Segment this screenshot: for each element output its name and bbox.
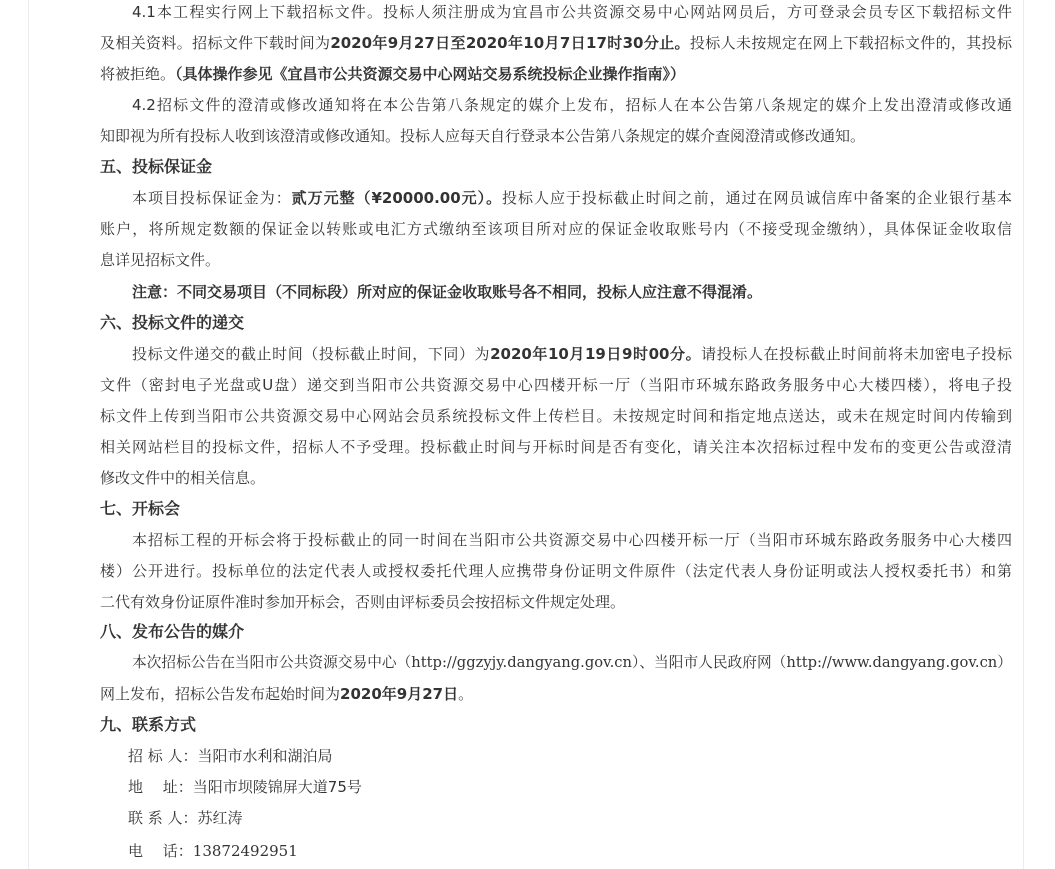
text: 知即视为所有投标人收到该澄清或修改通知。投标人应每天自行登录本公告第八条规定的媒介查阅澄清或修改通知。	[100, 127, 866, 145]
section-7-heading: 七、开标会	[100, 499, 181, 518]
text: 本招标工程的开标会将于投标截止的同一时间在当阳市公共资源交易中心四楼开标一厅（当阳市环城东路政务服务中心大楼四	[132, 531, 1012, 549]
text: 文件（密封电子光盘或U盘）递交到当阳市公共资源交易中心四楼开标一厅（当阳市环城东路政务服务中心大楼四楼），将电子投	[100, 376, 1012, 394]
contact-value: 当阳市坝陵锦屏大道75号	[192, 778, 362, 796]
text: 4.2招标文件的澄清或修改通知将在本公告第八条规定的媒介上发布，招标人在本公告第八条规定的媒介上发出澄清或修改通	[132, 96, 1012, 114]
trading-center-url: http://ggzyjy.dangyang.gov.cn	[411, 654, 632, 671]
para-6-line-1	[132, 339, 1012, 369]
text: 楼）公开进行。投标单位的法定代表人或授权委托代理人应携带身份证明文件原件（法定代表人身份证明或法人授权委托书）和第	[100, 562, 1012, 580]
text: 。	[458, 685, 474, 703]
publish-date: 2020年9月27日	[340, 685, 459, 703]
para-8-line-2	[100, 679, 473, 709]
para-4-1-line-3	[100, 59, 685, 89]
deposit-warning-note: 注意：不同交易项目（不同标段）所对应的保证金收取账号各不相同，投标人应注意不得混淆。	[132, 283, 763, 301]
section-9-heading: 九、联系方式	[100, 715, 197, 734]
section-6-heading: 六、投标文件的递交	[100, 313, 245, 332]
para-8-line-1	[132, 648, 1012, 678]
para-5-line-2	[100, 214, 1012, 244]
contact-address	[128, 772, 362, 802]
contact-label: 联 系 人：	[128, 809, 198, 827]
para-6-line-5	[100, 463, 265, 493]
text: 息详见招标文件。	[100, 251, 221, 269]
contact-value: 苏红涛	[197, 809, 243, 827]
text: 请投标人在投标截止时间前将未加密电子投标	[701, 345, 1012, 363]
text: 及相关资料。招标文件下载时间为	[100, 34, 331, 52]
text: 账户，将所规定数额的保证金以转账或电汇方式缴纳至该项目所对应的保证金收取账号内（不接受现金缴纳），具体保证金收取信	[100, 220, 1012, 238]
text: 投标人未按规定在网上下载招标文件的，其投标	[689, 34, 1012, 52]
para-4-2-line-1	[132, 90, 1012, 120]
text: ）	[997, 654, 1012, 671]
para-6-line-4	[100, 432, 1012, 462]
text: 投标人应于投标截止时间之前，通过在网员诚信库中备案的企业银行基本	[502, 189, 1012, 207]
text: 将被拒绝。	[100, 65, 176, 83]
section-5-heading: 五、投标保证金	[100, 157, 213, 176]
text: 修改文件中的相关信息。	[100, 469, 266, 487]
contact-label: 招 标 人：	[128, 747, 198, 765]
para-4-1-line-2	[100, 28, 1012, 58]
document-page	[28, 0, 1024, 869]
para-6-line-3	[100, 401, 1012, 431]
text: 相关网站栏目的投标文件，招标人不予受理。投标截止时间与开标时间是否有变化，请关注本次招标过程中发布的变更公告或澄清	[100, 438, 1012, 456]
contact-value: 当阳市水利和湖泊局	[197, 747, 333, 765]
para-6-line-2	[100, 370, 1012, 400]
text: 本项目投标保证金为：	[132, 189, 292, 207]
text: 本次招标公告在当阳市公共资源交易中心（	[132, 654, 412, 671]
para-7-line-2	[100, 556, 1012, 586]
download-period: 2020年9月27日至2020年10月7日17时30分止。	[330, 34, 690, 52]
text: 网上发布，招标公告发布起始时间为	[100, 685, 341, 703]
contact-phone	[128, 836, 298, 866]
para-5-line-1	[132, 183, 1012, 213]
government-site-url: http://www.dangyang.gov.cn	[786, 654, 998, 671]
text: 4.1本工程实行网上下载招标文件。投标人须注册成为宜昌市公共资源交易中心网站网员后，方可登录会员专区下载招标文件	[132, 3, 1012, 21]
para-4-2-line-2	[100, 121, 865, 151]
para-7-line-3	[100, 587, 625, 617]
operation-guide-note: （具体操作参见《宜昌市公共资源交易中心网站交易系统投标企业操作指南》）	[175, 65, 686, 83]
phone-number: 13872492951	[192, 842, 298, 860]
contact-person	[128, 803, 243, 833]
para-4-1-line-1	[132, 0, 1012, 27]
para-5-line-3	[100, 245, 220, 275]
contact-label: 电 话：	[128, 842, 193, 860]
contact-tenderer	[128, 741, 333, 771]
submission-deadline: 2020年10月19日9时00分。	[490, 345, 702, 363]
text: 投标文件递交的截止时间（投标截止时间，下同）为	[132, 345, 491, 363]
deposit-amount: 贰万元整（¥20000.00元）。	[291, 189, 503, 207]
contact-label: 地 址：	[128, 778, 193, 796]
text: 二代有效身份证原件准时参加开标会，否则由评标委员会按招标文件规定处理。	[100, 593, 626, 611]
section-8-heading: 八、发布公告的媒介	[100, 622, 245, 641]
para-7-line-1	[132, 525, 1012, 555]
text: 标文件上传到当阳市公共资源交易中心网站会员系统投标文件上传栏目。未按规定时间和指定地点送达，或未在规定时间内传输到	[100, 407, 1012, 425]
text: ）、当阳市人民政府网（	[631, 654, 787, 671]
